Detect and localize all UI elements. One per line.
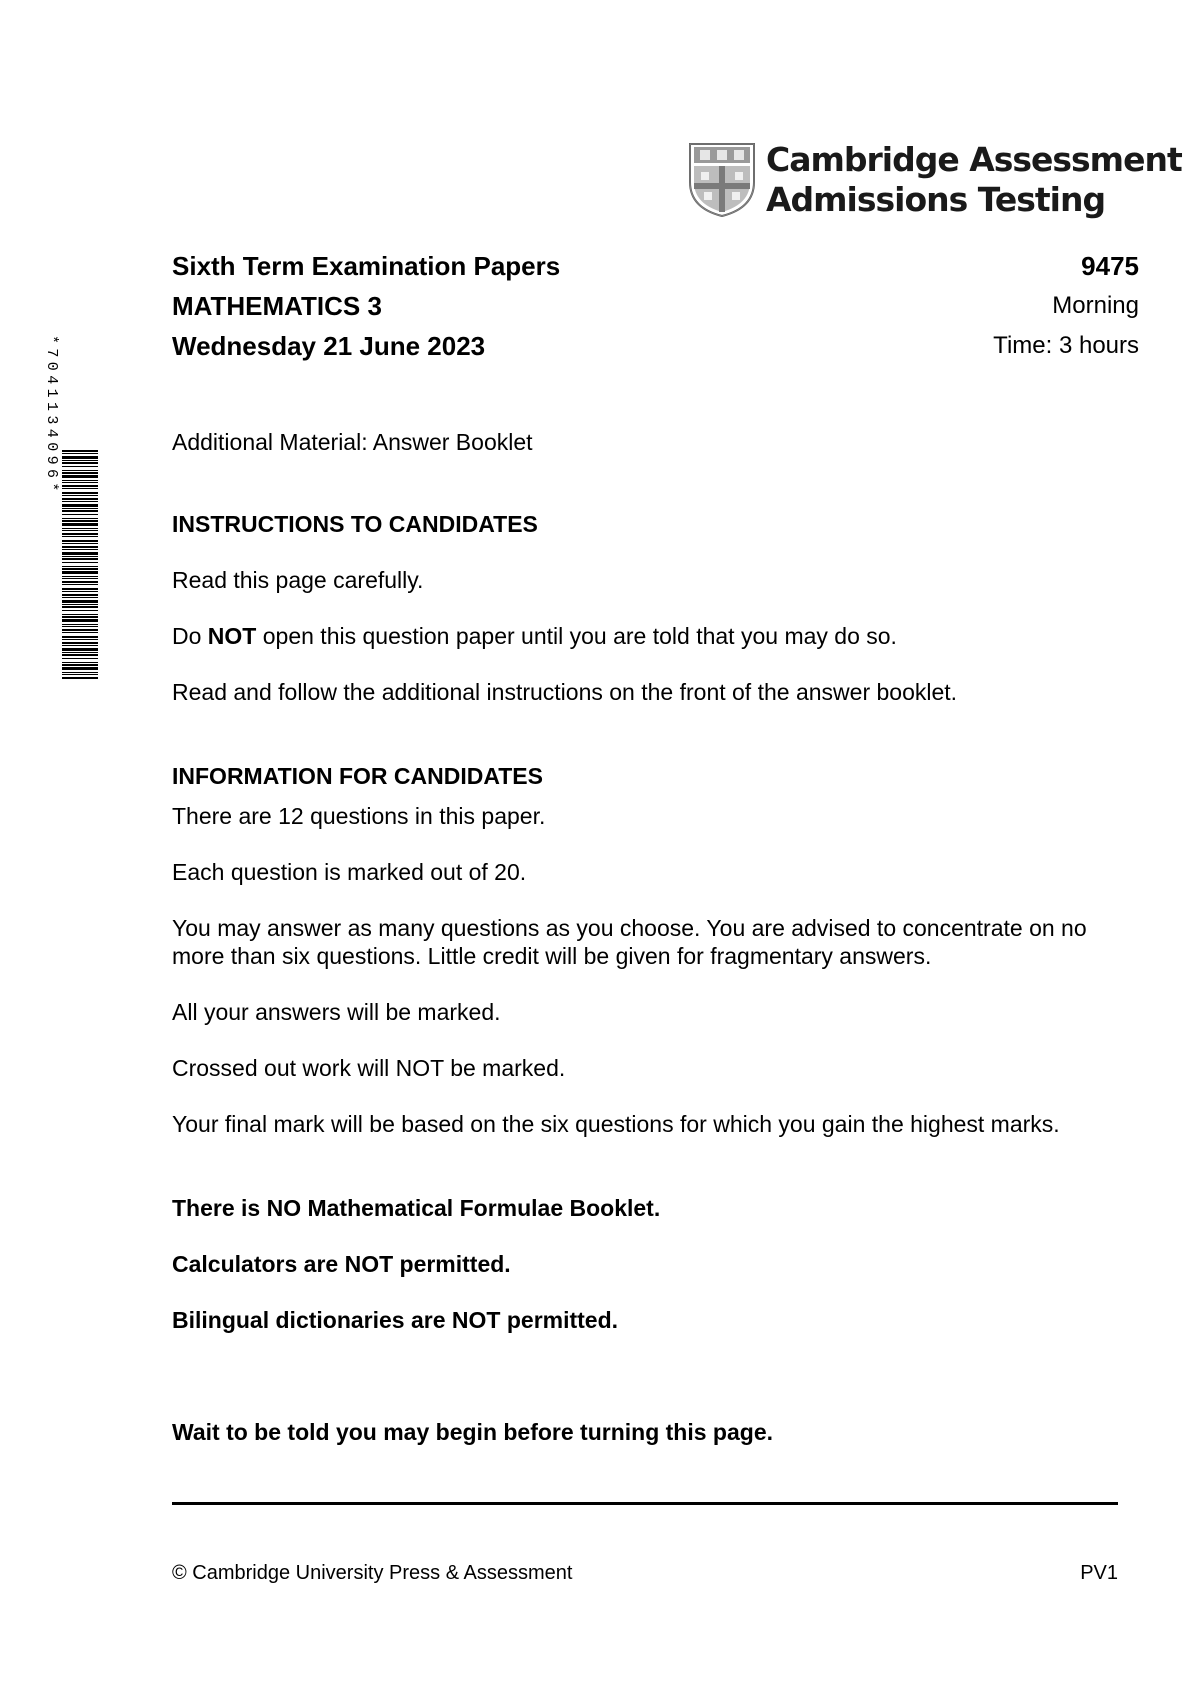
instruction-do-not-open-pre: Do bbox=[172, 623, 208, 649]
paper-code: 9475 bbox=[1081, 251, 1139, 281]
information-item: All your answers will be marked. bbox=[172, 999, 501, 1025]
instruction-read-page: Read this page carefully. bbox=[172, 567, 424, 593]
barcode-bar bbox=[62, 672, 98, 673]
barcode-bar bbox=[62, 576, 98, 577]
information-heading: INFORMATION FOR CANDIDATES bbox=[172, 763, 543, 789]
additional-material: Additional Material: Answer Booklet bbox=[172, 429, 533, 455]
exam-session: Morning bbox=[1052, 292, 1139, 319]
wait-notice: Wait to be told you may begin before turning this page. bbox=[172, 1419, 773, 1445]
information-item: Crossed out work will NOT be marked. bbox=[172, 1055, 566, 1081]
barcode-bar bbox=[62, 501, 98, 502]
barcode-bar bbox=[62, 568, 98, 570]
barcode-bar bbox=[62, 597, 98, 598]
barcode-bar bbox=[62, 642, 98, 644]
barcode-bar bbox=[62, 518, 98, 519]
barcode-bar bbox=[62, 460, 98, 461]
information-item: Each question is marked out of 20. bbox=[172, 859, 527, 885]
exam-date: Wednesday 21 June 2023 bbox=[172, 331, 486, 361]
barcode-bar bbox=[62, 639, 98, 640]
barcode-bar bbox=[62, 636, 98, 638]
barcode-bar bbox=[62, 674, 98, 675]
barcode-bar bbox=[62, 492, 98, 494]
barcode-bar bbox=[62, 578, 98, 579]
cambridge-logo bbox=[688, 140, 1182, 220]
barcode-bar bbox=[62, 588, 98, 590]
instructions-heading: INSTRUCTIONS TO CANDIDATES bbox=[172, 511, 538, 537]
barcode-bar bbox=[62, 514, 98, 515]
version-code: PV1 bbox=[1080, 1562, 1118, 1584]
barcode-bar bbox=[62, 600, 98, 603]
barcode-bar bbox=[62, 562, 98, 563]
barcode-bar bbox=[62, 652, 98, 653]
barcode-bar bbox=[62, 508, 98, 509]
information-item: Your final mark will be based on the six questions for which you gain the highest marks. bbox=[172, 1111, 1060, 1137]
notice-formulae: There is NO Mathematical Formulae Booklet. bbox=[172, 1195, 661, 1221]
barcode-bar bbox=[62, 543, 98, 544]
barcode-bar bbox=[62, 485, 98, 487]
barcode-bar bbox=[62, 504, 98, 507]
barcode-bar bbox=[62, 606, 98, 608]
barcode-bar bbox=[62, 470, 98, 471]
barcode-bar bbox=[62, 581, 98, 583]
barcode-bar bbox=[62, 571, 98, 574]
barcode-bar bbox=[62, 667, 98, 670]
university-crest-icon bbox=[688, 142, 756, 218]
barcode-bar bbox=[62, 533, 98, 535]
logo-line-2: Admissions Testing bbox=[766, 180, 1106, 219]
divider bbox=[172, 1502, 1118, 1505]
barcode-bar bbox=[62, 480, 98, 481]
instruction-do-not-open-post: open this question paper until you are told that you may do so. bbox=[256, 623, 897, 649]
barcode-bar bbox=[62, 677, 98, 679]
barcode-bar bbox=[62, 482, 98, 483]
barcode bbox=[34, 335, 100, 680]
barcode-bar bbox=[62, 552, 98, 555]
barcode-bar bbox=[62, 462, 98, 464]
barcode-bar bbox=[62, 472, 98, 474]
barcode-bar bbox=[62, 658, 98, 659]
barcode-bar bbox=[62, 594, 98, 596]
barcode-bar bbox=[62, 610, 98, 611]
barcode-bar bbox=[62, 584, 98, 585]
barcode-bar bbox=[62, 616, 98, 618]
barcode-bar bbox=[62, 648, 98, 651]
barcode-bar bbox=[62, 536, 98, 537]
barcode-bar bbox=[62, 466, 98, 467]
barcode-bar bbox=[62, 591, 98, 592]
barcode-bar bbox=[62, 523, 98, 526]
barcode-bar bbox=[62, 632, 98, 633]
barcode-bar bbox=[62, 510, 98, 512]
barcode-bar bbox=[62, 453, 98, 454]
information-item: You may answer as many questions as you choose. You are advised to concentrate on no more than six questions. Little credit will be given for fragmentary answers. bbox=[172, 915, 1087, 969]
logo-line-1: Cambridge Assessment bbox=[766, 140, 1182, 179]
barcode-bar bbox=[62, 604, 98, 605]
barcode-bar bbox=[62, 664, 98, 666]
information-item: There are 12 questions in this paper. bbox=[172, 803, 546, 829]
copyright: © Cambridge University Press & Assessment bbox=[172, 1562, 573, 1584]
barcode-bar bbox=[62, 629, 98, 631]
barcode-bar bbox=[62, 546, 98, 548]
barcode-text: *7041134096* bbox=[43, 335, 60, 496]
barcode-bar bbox=[62, 566, 98, 567]
barcode-bar bbox=[62, 614, 98, 615]
barcode-bar bbox=[62, 530, 98, 531]
instruction-follow: Read and follow the additional instructions on the front of the answer booklet. bbox=[172, 679, 958, 705]
barcode-bar bbox=[62, 475, 98, 478]
barcode-bar bbox=[62, 488, 98, 489]
barcode-bar bbox=[62, 528, 98, 529]
exam-duration: Time: 3 hours bbox=[993, 332, 1139, 359]
barcode-bar bbox=[62, 645, 98, 646]
barcode-bar bbox=[62, 662, 98, 663]
barcode-bar bbox=[62, 624, 98, 625]
barcode-bar bbox=[62, 456, 98, 459]
barcode-bar bbox=[62, 450, 98, 452]
barcode-bar bbox=[62, 619, 98, 622]
notice-dictionaries: Bilingual dictionaries are NOT permitted. bbox=[172, 1307, 619, 1333]
instruction-do-not-open bbox=[172, 622, 1132, 650]
logo-wordmark bbox=[766, 140, 1182, 220]
barcode-bar bbox=[62, 495, 98, 496]
barcode-bar bbox=[62, 520, 98, 522]
exam-title: Sixth Term Examination Papers bbox=[172, 251, 561, 281]
barcode-bar bbox=[62, 498, 98, 500]
notice-calculators: Calculators are NOT permitted. bbox=[172, 1251, 511, 1277]
barcode-bar bbox=[62, 549, 98, 550]
barcode-bar bbox=[62, 654, 98, 656]
exam-subject: MATHEMATICS 3 bbox=[172, 291, 382, 321]
barcode-bar bbox=[62, 626, 98, 627]
barcode-bar bbox=[62, 540, 98, 542]
instruction-do-not-open-emphasis: NOT bbox=[207, 623, 257, 649]
barcode-graphic bbox=[34, 335, 100, 680]
barcode-bar bbox=[62, 556, 98, 557]
barcode-bar bbox=[62, 558, 98, 560]
